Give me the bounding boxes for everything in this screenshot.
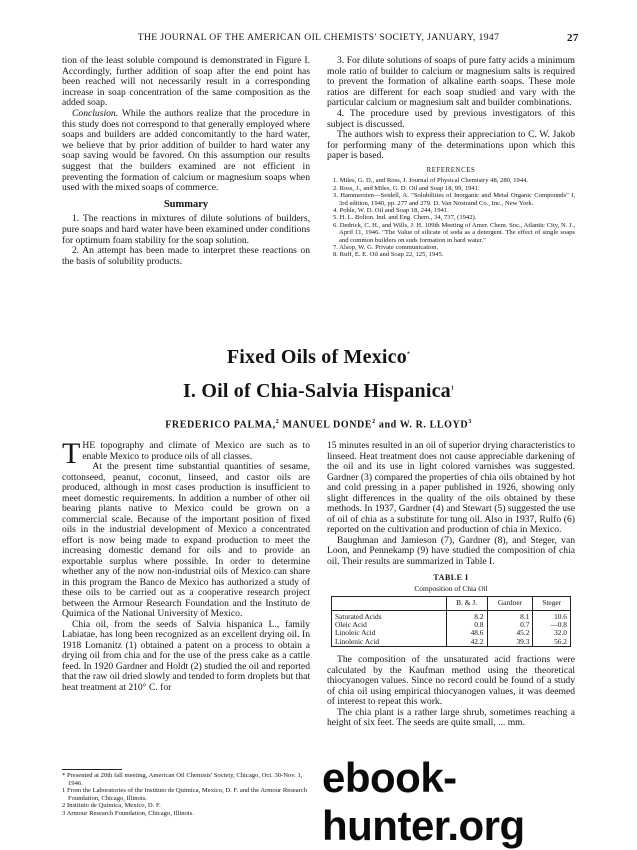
references-heading: REFERENCES <box>426 166 476 174</box>
body-right-column <box>327 441 575 729</box>
table-cell: 10.6 <box>533 610 571 621</box>
reference-item: 2. Ross, J., and Miles, G. D. Oil and Soap 18, 99, 1941. <box>333 184 480 192</box>
journal-running-title: THE JOURNAL OF THE AMERICAN OIL CHEMISTS' SOCIETY, JANUARY, 1947 <box>137 32 500 43</box>
intro-paragraph <box>62 437 310 470</box>
table-header-cell <box>332 597 447 611</box>
summary-item: 1. The reactions in mixtures of dilute solutions of builders, pure soaps and hard water have been examined under conditions for optimum foam stability for the soap solution. <box>62 213 310 246</box>
table-row-label: Saturated Acids <box>332 610 447 621</box>
summary-item: 2. An attempt has been made to interpret these reactions on the basis of solubility products. <box>62 245 310 267</box>
conclusion-label: Conclusion. <box>72 107 119 119</box>
reference-item: 1. Miles, G. D., and Ross, J. Journal of Physical Chemistry 48, 280, 1944. <box>333 177 529 185</box>
footnotes <box>62 772 310 818</box>
composition-table <box>331 596 571 647</box>
authors-line <box>0 419 637 430</box>
paragraph: The chia plant is a rather large shrub, sometimes reaching a height of six feet. The seeds are quite small, ... mm. <box>327 706 575 729</box>
title-footnote-mark: * <box>406 351 411 358</box>
watermark-logo: ebook-hunter.org <box>322 754 525 849</box>
table-row-label: Linolenic Acid <box>332 638 447 647</box>
drop-cap: T <box>62 437 81 470</box>
paragraph: 15 minutes resulted in an oil of superior drying characteristics to linseed. Heat treatment does not cause appreciable darkening of the oil and its use in light colored varnishes was suggested. Gardner (3) compared the properties of chia oils obtained by hot and cold pressing in a paper published in 1926, showing only slight differences in the quality of the oils obtained by these methods. In 1937, Gardner (4) and Stewart (5) suggested the use of oil of chia as a substitute for tung oil. Also in 1937, Rulfo (6) reported on the cultivation and production of chia in Mexico. <box>327 440 575 535</box>
title-footnote-mark: 1 <box>450 385 455 392</box>
author-name: MANUEL DONDE <box>282 419 373 431</box>
author-name: FREDERICO PALMA, <box>165 419 276 431</box>
reference-item: 3. Hammersten—Seidell, A. "Solubilities of Inorganic and Metal Organic Compounds" I, 3rd edition, 1940, pp. 277 and 279. D. Van Nostrand Co., Inc., New York. <box>333 192 575 207</box>
table-row-label: Linoleic Acid <box>332 629 447 637</box>
paragraph: tion of the least soluble compound is demonstrated in Figure I. Accordingly, further addition of soap after the end point has been reached will not necessarily result in a corresponding increase in soap concentration of the same composition as the added soap. <box>62 55 310 109</box>
table-title: TABLE I <box>433 573 469 582</box>
references <box>327 167 575 259</box>
author-mark: 2 <box>372 419 376 425</box>
table-row <box>332 610 571 621</box>
author-mark: 2 <box>275 419 280 425</box>
footnote: * Presented at 20th fall meeting, American Oil Chemists' Society, Chicago, Oct. 30-Nov. 1, 1946. <box>62 772 303 787</box>
table-header-cell: Steger <box>533 597 571 611</box>
body-left-column <box>62 437 310 693</box>
table-header-row <box>332 597 571 611</box>
reference-item: 8. Ruff, E. E. Oil and Soap 22, 125, 1945. <box>333 251 444 259</box>
table-row <box>332 638 571 647</box>
table-cell: 56.2 <box>533 638 571 647</box>
conclusion-text: While the authors realize that the procedure in this study does not correspond to that generally employed where soaps and builders are added concomitantly to the hard water, we believe that by prior addition of builder to hard water any soap saving would be favored. On this assumption our results suggest that the builders examined are not efficient in preventing the formation of calcium or magnesium soaps when used with the mixed soaps of commerce. <box>62 107 311 194</box>
top-left-column <box>62 56 310 267</box>
paragraph: The composition of the unsaturated acid fractions were calculated by the Kaufman method using the theoretical thiocyanogen values. Since no record could be found of a study of chia oil using empirical thiocyanogen values, it was deemed of interest to repeat this work. <box>327 654 575 708</box>
paragraph: At the present time substantial quantities of sesame, cottonseed, peanut, coconut, linseed, and castor oils are produced, although in most cases production is insufficient to meet domestic requirements. In addition a number of other oil bearing plants native to Mexico could be grown on a commercial scale. Because of the important position of fixed oils in the industrial development of Mexico a concentrated effort is now being made to expand production to meet the increasing domestic demand for oils and to provide an exportable surplus where possible. In order to determine whether any of the now non-industrial oils of Mexico can share in this program the Banco de Mexico has authorized a study of these oils to be carried out as a cooperative research project between the Armour Research Foundation and the Instituto de Quimica of the National University of Mexico. <box>62 461 310 619</box>
table-cell: 42.2 <box>446 638 487 647</box>
summary-heading: Summary <box>163 198 209 210</box>
summary-item: 3. For dilute solutions of soaps of pure fatty acids a minimum mole ratio of builder to calcium or magnesium salts is required to prevent the formation of alkaline earth soaps. These mole ratios are different for each soap studied and vary with the particular calcium or magnesium salt and builder combinations. <box>327 55 575 109</box>
table-cell: 8.1 <box>487 610 533 621</box>
paragraph: Chia oil, from the seeds of Salvia hispanica L., family Labiatae, has long been recognized as an excellent drying oil. In 1918 Lomanitz (1) obtained a patent on a process to obtain a drying oil from chia and for the use of the press cake as a cattle feed. In 1920 Gardner and Holdt (2) studied the oil and reported that the raw oil dried slowly and tended to form droplets but that heat treatment at 210° C. for <box>62 618 310 693</box>
table-row-label: Oleic Acid <box>332 621 447 629</box>
table-cell: 8.2 <box>446 610 487 621</box>
table-subtitle: Composition of Chia Oil <box>414 583 488 593</box>
article-title-line1 <box>0 346 637 369</box>
composition-table-block <box>331 573 571 647</box>
table-cell: 45.2 <box>487 629 533 637</box>
acknowledgement: The authors wish to express their appreciation to C. W. Jakob for performing many of the determinations upon which this paper is based. <box>327 129 575 162</box>
footnote: 1 From the Laboratories of the Instituto de Quimica, Mexico, D. F. and the Armour Research Foundation, Chicago, Illinois. <box>62 787 308 802</box>
top-right-column <box>327 56 575 259</box>
table-cell: 48.6 <box>446 629 487 637</box>
table-header-cell: Gardner <box>487 597 533 611</box>
footnote: 3 Armour Research Foundation, Chicago, Illinois. <box>62 809 194 817</box>
reference-item: 4. Pohle, W. D. Oil and Soap 18, 244, 1941. <box>333 206 449 214</box>
table-cell: 0.7 <box>487 621 533 629</box>
author-mark: 3 <box>468 419 472 425</box>
conclusion-paragraph <box>62 109 310 194</box>
footnote-rule <box>62 769 122 770</box>
paragraph: Baughman and Jamieson (7), Gardner (8), and Steger, van Loon, and Pennekamp (9) have studied the composition of chia oil. Their results are summarized in Table I. <box>327 534 575 567</box>
title-text: Fixed Oils of Mexico <box>226 346 407 368</box>
intro-text: HE topography and climate of Mexico are such as to enable Mexico to produce oils of all classes. <box>82 440 310 462</box>
table-cell: 32.0 <box>533 629 571 637</box>
page-number: 27 <box>567 32 579 44</box>
table-cell: 0.8 <box>446 621 487 629</box>
table-cell: —0.8 <box>533 621 571 629</box>
author-name: and W. R. LLOYD <box>378 419 469 431</box>
title-text: I. Oil of Chia-Salvia Hispanica <box>182 380 451 402</box>
table-header-cell: B. & J. <box>446 597 487 611</box>
summary-item: 4. The procedure used by previous investigators of this subject is discussed. <box>327 107 575 130</box>
article-title-line2 <box>0 380 637 403</box>
reference-item: 6. Dedrick, C. H., and Wills, J. H. 109th Meeting of Amer. Chem. Soc., Atlantic City, N. J., April 11, 1946. "The Value of silicate of soda as a detergent. The effect of single soaps and common builders on suds formation in hard water." <box>333 221 575 244</box>
reference-item: 5. H. L. Bolton. Ind. and Eng. Chem., 34, 737, (1942). <box>333 214 477 222</box>
table-cell: 39.3 <box>487 638 533 647</box>
footnote: 2 Instituto de Quimica, Mexico, D. F. <box>62 802 161 810</box>
reference-item: 7. Alsop, W. G. Private communication. <box>333 244 439 251</box>
